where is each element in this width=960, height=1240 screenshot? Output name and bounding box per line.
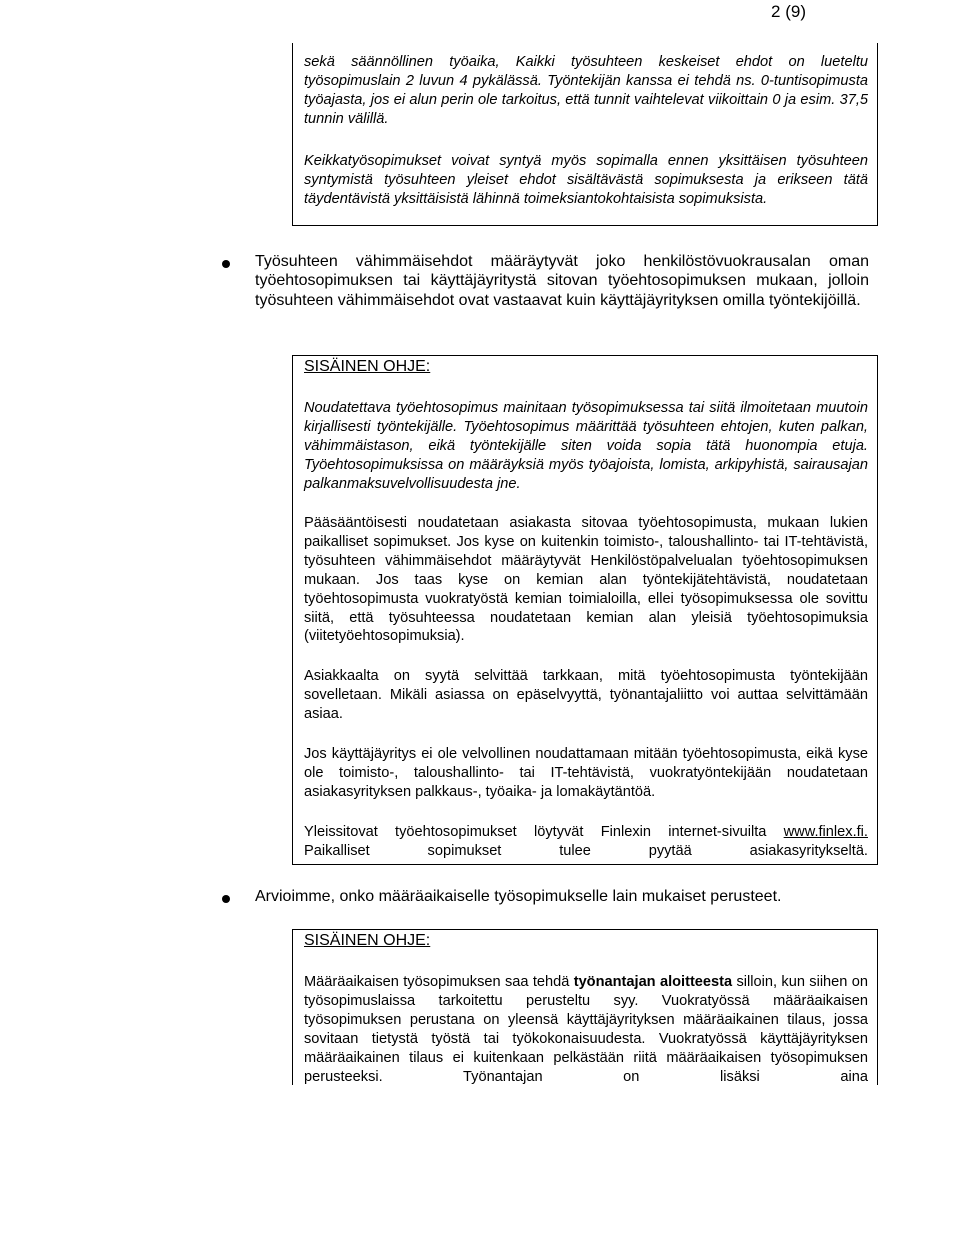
- finlex-link[interactable]: www.finlex.fi.: [783, 824, 868, 840]
- bullet-icon: [222, 260, 230, 268]
- bullet-icon: [222, 895, 230, 903]
- box2-paragraph-4: Jos käyttäjäyritys ei ole velvollinen noudattamaan mitään työehtosopimusta, eikä kyse ole toimisto-, taloushallinto- tai IT-tehtävistä, vuokratyöntekijään noudatetaan asiakasyrityksen palkkaus-, työaika- ja lomakäytäntöä.: [304, 746, 868, 800]
- box2-paragraph-5: Yleissitovat työehtosopimukset löytyvät Finlexin internet-sivuilta www.finlex.fi. Paikalliset sopimukset tulee pyytää asiakasyritykseltä.: [304, 824, 868, 859]
- box1-paragraph-1: sekä säännöllinen työaika, Kaikki työsuhteen keskeiset ehdot on lueteltu työsopimuslain 2 luvun 4 pykälässä. Työntekijän kanssa ei tehdä ns. 0-tuntisopimusta työajasta, jos ei alun perin ole tarkoitus, että tunnit vaihtelevat viikoittain 0 ja esim. 37,5 tunnin välillä.: [304, 54, 868, 127]
- bullet-text: Työsuhteen vähimmäisehdot määräytyvät joko henkilöstövuokrausalan oman työehtosopimuksen tai käyttäjäyritystä sitovan työehtosopimuksen mukaan, jolloin työsuhteen vähimmäisehdot ovat vastaavat kuin käyttäjäyrityksen omilla työntekijöillä.: [255, 253, 869, 309]
- box2-paragraph-3: Asiakkaalta on syytä selvittää tarkkaan, mitä työehtosopimusta työntekijään sovelletaan. Mikäli asiassa on epäselvyyttä, työnantajaliitto voi auttaa selvittämään asiaa.: [304, 668, 868, 722]
- box2-paragraph-1: Noudatettava työehtosopimus mainitaan työsopimuksessa tai siitä ilmoitetaan muutoin kirjallisesti työntekijälle. Työehtosopimus määrittää työsuhteen ehtojen, kuten palkan, vähimmäistason, eikä työntekijälle siten voida sopia tätä huonompia etuja. Työehtosopimuksissa on määräyksiä myös työajoista, lomista, arkipyhistä, sairausajan palkanmaksuvelvollisuudesta jne.: [304, 400, 868, 492]
- internal-guidance-heading: SISÄINEN OHJE:: [304, 932, 431, 949]
- box3-paragraph-1: Määräaikaisen työsopimuksen saa tehdä työnantajan aloitteesta silloin, kun siihen on työsopimuslaissa tarkoitettu perusteltu syy. Vuokratyössä määräaikaisen työsopimuksen perustana on yleensä käyttäjäyrityksen määräaikainen tilaus, jossa sovitaan tietystä työstä tai työkokonaisuudesta. Vuokratyössä käyttäjäyrityksen määräaikainen tilaus ei kuitenkaan pelkästään riitä määräaikaisen työsopimuksen perusteeksi. Työnantajan on lisäksi aina: [304, 974, 868, 1085]
- box2-paragraph-2: Pääsääntöisesti noudatetaan asiakasta sitovaa työehtosopimusta, mukaan lukien paikalliset sopimukset. Jos kyse on kuitenkin toimisto-, taloushallinto- tai IT-tehtävistä, työsuhteen vähimmäisehdot määräytyvät Henkilöstöpalvelualan työehtosopimuksen mukaan. Jos taas kyse on kemian alan työntekijätehtävistä, noudatetaan työehtosopimusta vuokratyöstä kemian toimialoilla, ellei työsopimuksessa ole sovittu siitä, että työsuhteessa noudatetaan kemian alan yleisiä työehtosopimuksia (viitetyöehtosopimuksia).: [304, 515, 868, 645]
- internal-guidance-heading: SISÄINEN OHJE:: [304, 358, 431, 375]
- page-number: 2 (9): [771, 2, 806, 21]
- bullet-text: Arvioimme, onko määräaikaiselle työsopimukselle lain mukaiset perusteet.: [255, 888, 782, 905]
- box1-paragraph-2: Keikkatyösopimukset voivat syntyä myös sopimalla ennen yksittäisen työsuhteen syntymistä työsuhteen yleiset ehdot sisältävästä sopimuksesta ja erikseen tätä täydentävistä yksittäisistä lähinnä toimeksiantokohtaisista sopimuksista.: [304, 153, 868, 207]
